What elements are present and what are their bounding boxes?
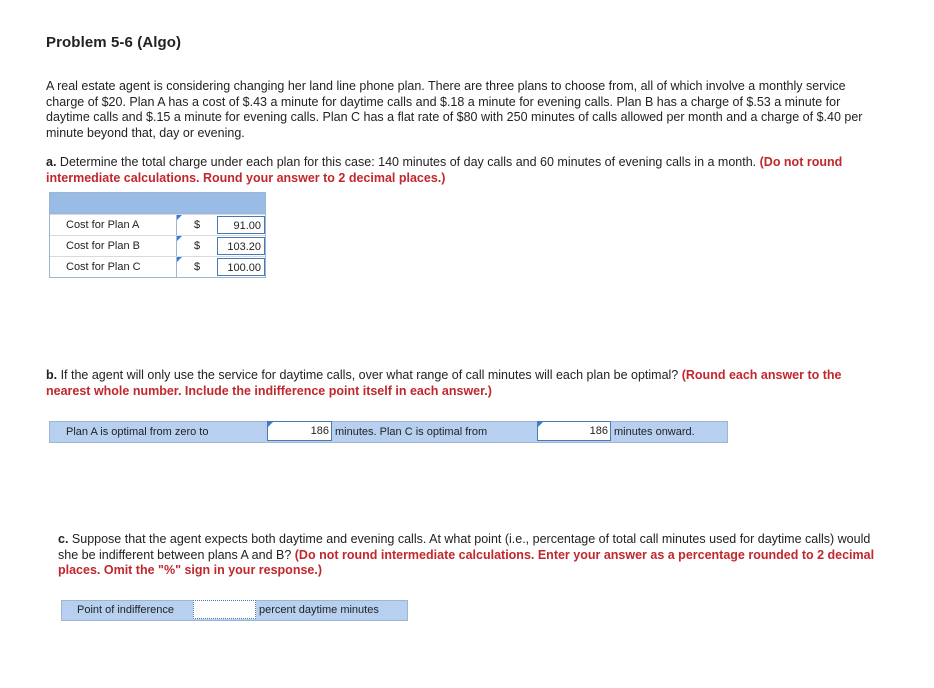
row-label: Cost for Plan A — [50, 215, 177, 235]
flag-icon — [177, 215, 182, 220]
flag-icon — [177, 257, 182, 262]
plan-a-upper-value: 186 — [310, 425, 329, 437]
answer-b-suffix: minutes onward. — [614, 426, 695, 438]
plan-c-lower-input[interactable] — [537, 421, 611, 441]
row-label: Cost for Plan C — [50, 257, 177, 277]
answer-b-middle: minutes. Plan C is optimal from — [335, 426, 488, 438]
answer-b-prefix: Plan A is optimal from zero to — [66, 426, 209, 438]
question-b-text: If the agent will only use the service for daytime calls, over what range of call minutes will each plan be optimal? — [57, 368, 682, 382]
question-c-label: c. — [58, 532, 69, 546]
currency-cell — [177, 257, 217, 277]
plan-a-upper-input[interactable] — [267, 421, 332, 441]
row-label: Cost for Plan B — [50, 236, 177, 256]
plan-c-lower-value: 186 — [589, 425, 608, 437]
answer-row-b — [49, 421, 728, 443]
question-b-label: b. — [46, 368, 58, 382]
question-b — [46, 368, 876, 399]
question-c-instruction: (Do not round intermediate calculations. Enter your answer as a percentage rounded to 2 decimal places. Omit the "%" sign in your response.) — [58, 547, 875, 577]
problem-title: Problem 5-6 (Algo) — [46, 34, 182, 51]
problem-intro: A real estate agent is considering changing her land line phone plan. There are three plans to choose from, all of which involve a monthly service charge of $20. Plan A has a cost of $.43 a minute for daytime calls and $.18 a minute for evening calls. Plan B has a charge of $.53 a minute for daytime calls and $.15 a minute for evening calls. Plan C has a flat rate of $80 with 250 minutes of calls allowed per month and a charge of $.40 per minute beyond that, day or evening. — [46, 79, 863, 140]
question-c-text: Suppose that the agent expects both daytime and evening calls. At what point (i.e., percentage of total call minutes used for daytime calls) would she be indifferent between plans A and B? — [58, 532, 871, 562]
currency-cell — [177, 236, 217, 256]
answer-row-c — [61, 600, 408, 621]
question-a — [46, 155, 876, 186]
answer-c-suffix: percent daytime minutes — [259, 604, 379, 616]
cost-plan-c-input[interactable]: 100.00 — [217, 258, 265, 276]
cost-plan-a-input[interactable]: 91.00 — [217, 216, 265, 234]
currency-symbol: $ — [193, 240, 201, 252]
table-header — [50, 193, 265, 214]
question-b-instruction: (Round each answer to the nearest whole number. Include the indifference point itself in each answer.) — [46, 368, 842, 398]
flag-icon — [538, 422, 543, 427]
question-a-text: Determine the total charge under each plan for this case: 140 minutes of day calls and 60 minutes of evening calls in a month. — [56, 155, 760, 169]
question-c — [58, 532, 888, 579]
question-a-label: a. — [46, 155, 57, 169]
table-row — [50, 214, 265, 235]
question-a-instruction: (Do not round intermediate calculations. Round your answer to 2 decimal places.) — [46, 155, 843, 185]
currency-cell — [177, 215, 217, 235]
answer-table-a — [49, 192, 266, 278]
cost-plan-b-input[interactable]: 103.20 — [217, 237, 265, 255]
indifference-point-input[interactable] — [193, 600, 256, 619]
currency-symbol: $ — [193, 219, 201, 231]
answer-c-prefix: Point of indifference — [77, 604, 175, 616]
table-row — [50, 256, 265, 277]
flag-icon — [268, 422, 273, 427]
table-row — [50, 235, 265, 256]
flag-icon — [177, 236, 182, 241]
currency-symbol: $ — [193, 261, 201, 273]
